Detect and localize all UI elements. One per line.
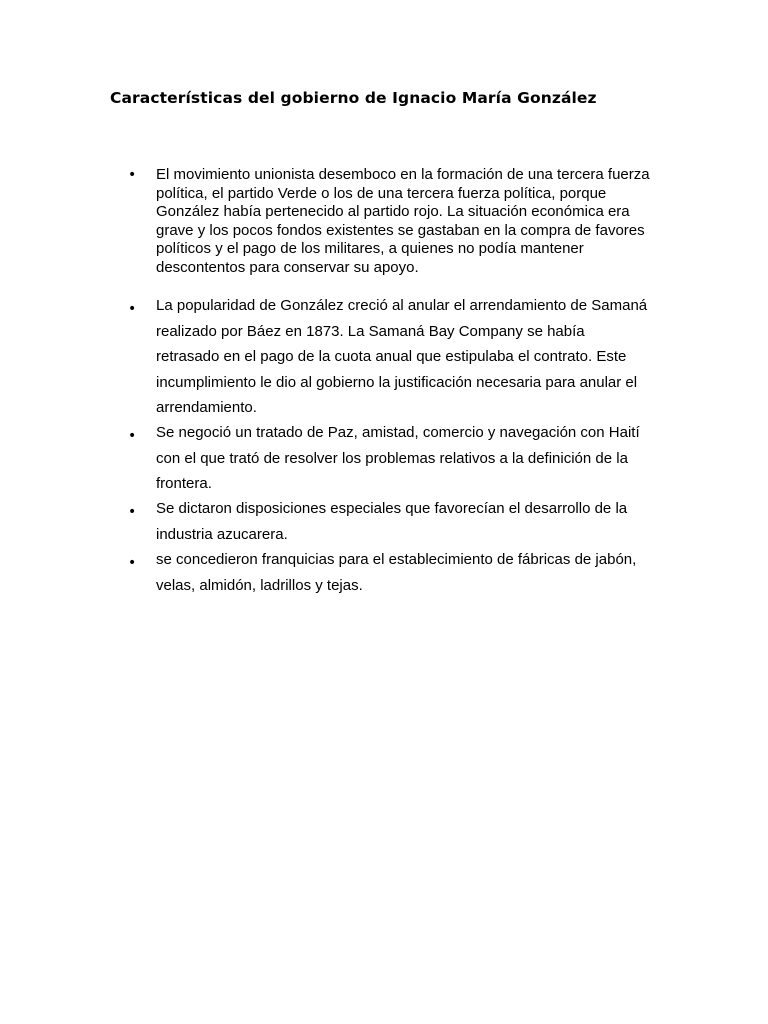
bullet-marker: • <box>128 167 137 183</box>
list-item <box>128 496 648 547</box>
list-item <box>128 293 648 421</box>
list-item-text: La popularidad de González creció al anular el arrendamiento de Samaná realizado por Báez en 1873. La Samaná Bay Company se había retrasado en el pago de la cuota anual que estipulaba el contrato. Este incumplimiento le dio al gobierno la justificación necesaria para anular el arrendamiento. <box>156 297 648 416</box>
bullet-marker: • <box>128 428 137 444</box>
document-title: Características del gobierno de Ignacio María González <box>110 89 597 107</box>
list-item-text: Se dictaron disposiciones especiales que favorecían el desarrollo de la industria azucarera. <box>156 500 628 543</box>
list-item <box>128 547 648 598</box>
list-item <box>128 166 648 278</box>
bullet-marker: • <box>128 555 137 571</box>
bullet-marker: • <box>128 504 137 520</box>
list-item <box>128 420 648 497</box>
list-item-text: El movimiento unionista desemboco en la formación de una tercera fuerza política, el partido Verde o los de una tercera fuerza política, porque González había pertenecido al partido rojo. La situación económica era grave y los pocos fondos existentes se gastaban en la compra de favores políticos y el pago de los militares, a quienes no podía mantener descontentos para conservar su apoyo. <box>156 166 650 276</box>
bullet-marker: • <box>128 301 137 317</box>
list-item-text: se concedieron franquicias para el establecimiento de fábricas de jabón, velas, almidón, ladrillos y tejas. <box>156 551 637 594</box>
list-item-text: Se negoció un tratado de Paz, amistad, comercio y navegación con Haití con el que trató de resolver los problemas relativos a la definición de la frontera. <box>156 424 640 492</box>
